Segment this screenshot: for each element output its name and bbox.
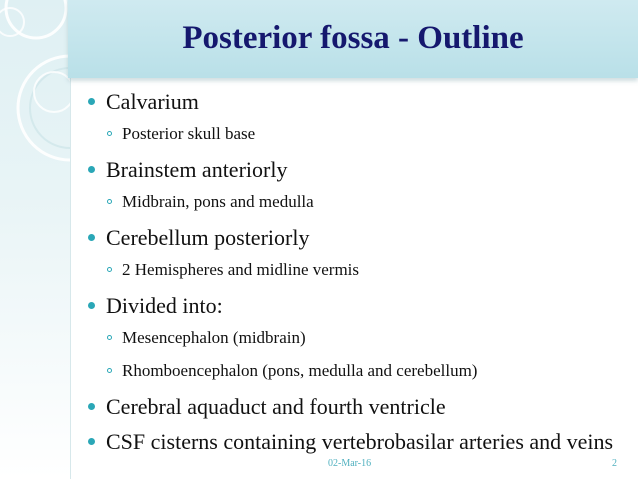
bullet-list: [88, 88, 633, 463]
sub-bullet-text: Posterior skull base: [122, 124, 256, 143]
bullet-dot-icon: [88, 438, 95, 445]
bullet-text: Calvarium: [106, 89, 199, 114]
sub-bullet-ring-icon: [107, 368, 112, 373]
bullet-item: [88, 156, 633, 183]
bullet-text: Brainstem anteriorly: [106, 157, 288, 182]
sub-bullet-text: Mesencephalon (midbrain): [122, 328, 306, 347]
sub-bullet-item: [88, 123, 633, 145]
bullet-dot-icon: [88, 166, 95, 173]
sub-bullet-ring-icon: [107, 267, 112, 272]
bullet-dot-icon: [88, 403, 95, 410]
decorative-left-strip: [0, 0, 70, 479]
bullet-text: Cerebral aquaduct and fourth ventricle: [106, 394, 446, 419]
sub-bullet-item: [88, 327, 633, 349]
footer-date: 02-Mar-16: [328, 458, 372, 469]
slide-title: Posterior fossa - Outline: [182, 20, 524, 56]
decorative-circles-graphic: [0, 0, 70, 479]
sub-bullet-ring-icon: [107, 199, 112, 204]
sub-bullet-text: Midbrain, pons and medulla: [122, 192, 314, 211]
bullet-item: [88, 428, 633, 455]
sub-bullet-text: 2 Hemispheres and midline vermis: [122, 260, 360, 279]
sub-bullet-item: [88, 259, 633, 281]
footer-page-number: 2: [612, 458, 617, 469]
bullet-dot-icon: [88, 234, 95, 241]
sub-bullet-ring-icon: [107, 131, 112, 136]
bullet-item: [88, 224, 633, 251]
bullet-text: CSF cisterns containing vertebrobasilar arteries and veins: [106, 429, 614, 454]
sub-bullet-item: [88, 360, 633, 382]
sub-bullet-ring-icon: [107, 335, 112, 340]
bullet-item: [88, 292, 633, 319]
bullet-text: Cerebellum posteriorly: [106, 225, 310, 250]
bullet-text: Divided into:: [106, 293, 223, 318]
bullet-item: [88, 393, 633, 420]
bullet-dot-icon: [88, 302, 95, 309]
bullet-dot-icon: [88, 98, 95, 105]
bullet-item: [88, 88, 633, 115]
sub-bullet-text: Rhomboencephalon (pons, medulla and cerebellum): [122, 361, 478, 380]
sub-bullet-item: [88, 191, 633, 213]
